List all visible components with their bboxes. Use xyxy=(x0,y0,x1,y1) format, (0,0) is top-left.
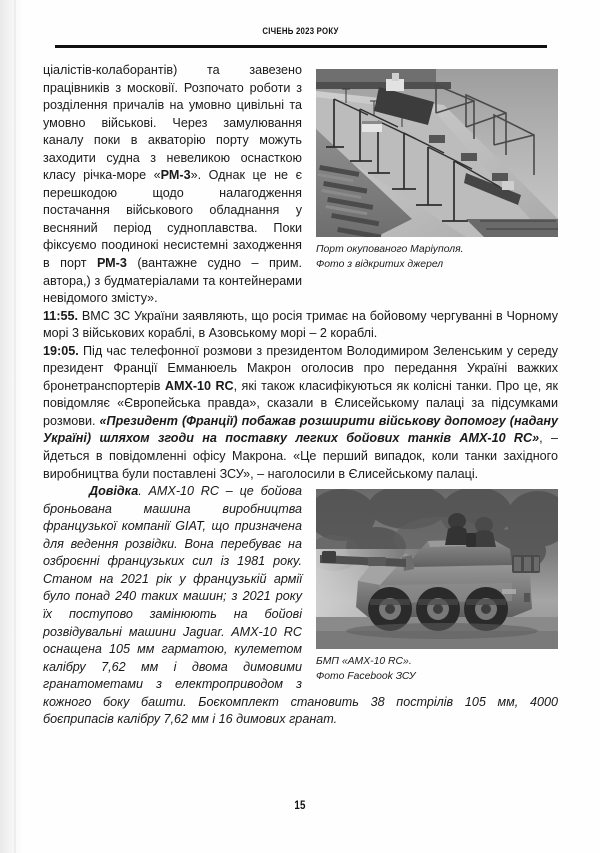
caption-line-1: БМП «AMX-10 RC». xyxy=(316,656,412,668)
entry-1905-text-2: , які також класифікуються як колісні танки. Про це, як повідомляє «Європейська правда», сказали в Єлисейському палаці за підсумками розмови. xyxy=(43,378,558,428)
caption-line-2: Фото з відкритих джерел xyxy=(316,258,444,270)
page-number: 15 xyxy=(294,800,306,812)
figure-port-caption xyxy=(316,243,558,272)
para-bold-rm3-b: РМ-3 xyxy=(96,256,127,271)
entry-1905-text-1: Під час телефонної розмови з президентом Володимиром Зеленським у середу президент Франції Емманюель Макрон оголосив про передання Україні важких бронетранспортерів xyxy=(43,343,558,393)
scan-edge-shadow xyxy=(0,0,26,853)
caption-line-2: Фото Facebook ЗСУ xyxy=(316,670,416,682)
entry-1905 xyxy=(43,343,558,483)
page-content xyxy=(43,62,558,729)
amx-photo xyxy=(316,489,558,649)
figure-amx-caption xyxy=(316,655,558,684)
port-photo xyxy=(316,69,558,237)
spravka-text: . AMX-10 RC – це бойова броньована машина виробництва французької компанії GIAT, що призначена для ведення розвідки. Вона перебуває на озброєнні французьких сил із 1981 року. Станом на 2021 рік у французькій армії було понад 240 таких машин; з 2021 року їх поступово замінюють на бойові розвідувальні машини Jaguar. AMX-10 RC оснащена 105 мм гарматою, кулеметом калібру 7,62 мм і двома димовими гранатометами з електроприводом з кожного боку башти. Боєкомплект становить 38 пострілів 105 мм, 4000 боєприпасів калібру 7,62 мм і 16 димових гранат. xyxy=(43,484,558,727)
entry-1905-bold-amx: AMX-10 RC xyxy=(164,378,234,393)
scan-edge-line xyxy=(14,0,16,853)
entry-1905-time: 19:05. xyxy=(43,343,79,358)
entry-1155-text: ВМС ЗС України заявляють, що росія тримає на бойовому чергуванні в Чорному морі 3 військових кораблі, в Азовському морі – 2 кораблі. xyxy=(43,308,558,341)
header-rule xyxy=(55,45,547,48)
entry-1155-time: 11:55. xyxy=(43,308,79,323)
entry-1155 xyxy=(43,308,558,343)
figure-port xyxy=(316,69,558,272)
para-text-1: ціалістів-колаборантів) та завезено працівників з московії. Розпочато роботи з розділення причалів на умовно цивільні та умовно військові. Через замулювання каналу поки в акваторію порту можуть заходити судна з невеликою оснасткою класу річка-море « xyxy=(43,63,302,183)
entry-1905-text-3: , – йдеться в повідомленні офісу Макрона. «Це перший випадок, коли танки західного виробництва були поставлені ЗСУ», – наголосили в Єлисейському палаці. xyxy=(43,431,558,481)
para-text-2: ». Однак це не є перешкодою щодо налагодження постачання військового обладнання у весняний період судноплавства. Поки фіксуємо поодинокі несистемні заходження в порт xyxy=(43,168,302,271)
para-bold-rm3-a: РМ-3 xyxy=(160,168,191,183)
caption-line-1: Порт окупованого Маріуполя. xyxy=(316,244,464,255)
running-head: СІЧЕНЬ 2023 РОКУ xyxy=(262,26,339,37)
figure-amx xyxy=(316,489,558,684)
entry-1905-quote: «Президент (Франції) побажав розширити військову допомогу (надану Україні) шляхом згоди на поставку легких бойових танків AMX-10 RC» xyxy=(43,413,558,446)
para-text-3: (вантажне судно – прим. автора,) з будматеріалами та контейнерами невідомого змісту». xyxy=(43,256,302,306)
spravka-lead: Довідка xyxy=(89,484,139,499)
